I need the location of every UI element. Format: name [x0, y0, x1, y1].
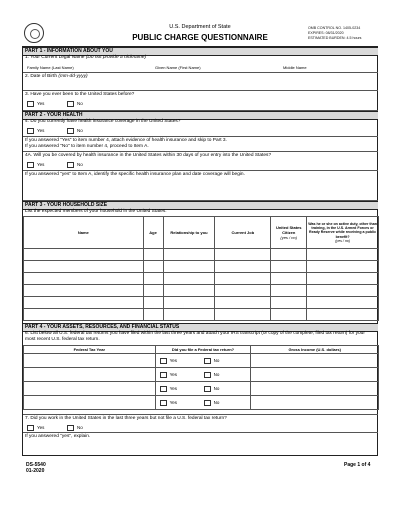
- tax-year-cell[interactable]: [24, 396, 156, 410]
- household-cell[interactable]: [24, 261, 144, 273]
- page-number: Page 1 of 4: [344, 462, 371, 468]
- q7-no-label: No: [77, 425, 83, 430]
- household-cell[interactable]: [271, 285, 307, 297]
- q4a-no-label: No: [77, 162, 83, 167]
- household-cell[interactable]: [307, 249, 379, 261]
- part3-heading: PART 3 - YOUR HOUSEHOLD SIZE: [23, 201, 378, 210]
- household-cell[interactable]: [271, 309, 307, 321]
- q4a-label: 4A. Will you be covered by health insurance in the United States within 30 days of your entry into the United States?: [25, 153, 272, 158]
- tax-row: [24, 354, 379, 368]
- q7-explain-row[interactable]: [23, 433, 378, 456]
- tax-no-checkbox[interactable]: [204, 400, 211, 406]
- household-cell[interactable]: [307, 297, 379, 309]
- household-cell[interactable]: [163, 285, 215, 297]
- part4-heading: PART 4 - YOUR ASSETS, RESOURCES, AND FINANCIAL STATUS: [23, 323, 378, 332]
- household-row[interactable]: [24, 261, 379, 273]
- tax-filed-cell: [155, 354, 251, 368]
- tax-no-label: No: [213, 386, 220, 391]
- q4-if-yes-text: If you answered "Yes" to item number 4, attach evidence of health insurance and skip to Part 3.: [25, 138, 227, 143]
- tax-no-label: No: [213, 358, 220, 363]
- middle-name-label: Middle Name: [283, 65, 307, 70]
- household-cell[interactable]: [143, 297, 163, 309]
- q4-if-no-text: If you answered "No" to item number 4, proceed to Item A.: [25, 144, 149, 149]
- tax-yes-label: Yes: [169, 358, 177, 363]
- household-cell[interactable]: [307, 261, 379, 273]
- tax-no-label: No: [213, 400, 220, 405]
- family-name-label: Family Name (Last Name): [27, 65, 74, 70]
- tax-row: [24, 368, 379, 382]
- household-cell[interactable]: [215, 297, 271, 309]
- tax-row: [24, 396, 379, 410]
- q7-explain-label: If you answered "yes", explain.: [25, 434, 91, 439]
- tax-row: [24, 382, 379, 396]
- q7-no-checkbox[interactable]: [67, 425, 74, 431]
- household-cell[interactable]: [271, 249, 307, 261]
- q7-label: 7. Did you work in the United States in the last three years but not file a U.S. federal tax return?: [25, 416, 227, 421]
- q4-yes-label: Yes: [37, 128, 45, 133]
- tax-yes-checkbox[interactable]: [160, 400, 167, 406]
- q4-no-label: No: [77, 128, 83, 133]
- q4-instructions-row: [23, 137, 378, 152]
- q4-yes-checkbox[interactable]: [27, 128, 34, 134]
- q7-yes-checkbox[interactable]: [27, 425, 34, 431]
- gross-income-cell[interactable]: [251, 382, 379, 396]
- tax-no-label: No: [213, 372, 220, 377]
- col-filed: Did you file a Federal tax return?: [155, 346, 251, 354]
- household-cell[interactable]: [24, 297, 144, 309]
- omb-info: OMB CONTROL NO. 1405-0234 EXPIRES: 08/31/2020 ESTIMATED BURDEN: 4.5 hours: [308, 26, 362, 40]
- col-military: Was he or she on active duty, other than training, in the U.S. Armed Forces or Ready Reserve while receiving a public benefit? (yes / no): [307, 217, 379, 249]
- household-cell[interactable]: [143, 309, 163, 321]
- q3-no-checkbox[interactable]: [67, 101, 74, 107]
- tax-filed-cell: [155, 382, 251, 396]
- household-cell[interactable]: [143, 261, 163, 273]
- household-cell[interactable]: [163, 249, 215, 261]
- household-table: [23, 216, 379, 321]
- form-number: DS-5540 01-2020: [26, 462, 46, 474]
- household-cell[interactable]: [307, 285, 379, 297]
- col-name: Name: [24, 217, 144, 249]
- tax-yes-checkbox[interactable]: [160, 386, 167, 392]
- q4a-plan-row[interactable]: [23, 171, 378, 201]
- tax-year-cell[interactable]: [24, 354, 156, 368]
- col-current-job: Current Job: [215, 217, 271, 249]
- q3-yes-label: Yes: [37, 101, 45, 106]
- dob-row[interactable]: [23, 73, 378, 91]
- department-seal-icon: [24, 23, 44, 43]
- household-row[interactable]: [24, 309, 379, 321]
- household-cell[interactable]: [307, 273, 379, 285]
- q3-no-label: No: [77, 101, 83, 106]
- tax-filed-cell: [155, 368, 251, 382]
- household-cell[interactable]: [24, 273, 144, 285]
- q4a-row: [23, 152, 378, 171]
- household-row[interactable]: [24, 285, 379, 297]
- tax-yes-label: Yes: [169, 400, 177, 405]
- col-gross-income: Gross Income (U.S. dollars): [251, 346, 379, 354]
- tax-yes-checkbox[interactable]: [160, 358, 167, 364]
- department-name: U.S. Department of State: [169, 24, 231, 30]
- household-cell[interactable]: [215, 285, 271, 297]
- tax-no-checkbox[interactable]: [204, 358, 211, 364]
- tax-yes-checkbox[interactable]: [160, 372, 167, 378]
- tax-yes-label: Yes: [169, 372, 177, 377]
- col-tax-year: Federal Tax Year: [24, 346, 156, 354]
- q4-label: 4. Do you currently have health insurance coverage in the United States?: [25, 119, 181, 124]
- tax-year-cell[interactable]: [24, 382, 156, 396]
- household-cell[interactable]: [307, 309, 379, 321]
- q3-label: 3. Have you ever been to the United States before?: [25, 92, 135, 97]
- tax-year-cell[interactable]: [24, 368, 156, 382]
- tax-no-checkbox[interactable]: [204, 372, 211, 378]
- tax-table: [23, 345, 379, 410]
- q4a-if-yes-text: If you answered "yes" to Item A, identify the specific health insurance plan and date coverage will begin.: [25, 172, 245, 177]
- part1-heading: PART 1 - INFORMATION ABOUT YOU: [23, 47, 378, 56]
- q4a-yes-checkbox[interactable]: [27, 162, 34, 168]
- q4-row: [23, 118, 378, 137]
- household-cell[interactable]: [143, 273, 163, 285]
- q1-note: (Do not provide a nickname): [85, 55, 147, 60]
- household-cell[interactable]: [163, 309, 215, 321]
- col-relationship: Relationship to you: [163, 217, 215, 249]
- household-cell[interactable]: [215, 309, 271, 321]
- household-row[interactable]: [24, 249, 379, 261]
- q4a-yes-label: Yes: [37, 162, 45, 167]
- q4-no-checkbox[interactable]: [67, 128, 74, 134]
- tax-no-checkbox[interactable]: [204, 386, 211, 392]
- q1-label: 1. Your Current Legal Name: [25, 55, 85, 60]
- questionnaire-form: [22, 46, 378, 456]
- household-cell[interactable]: [143, 285, 163, 297]
- household-cell[interactable]: [271, 297, 307, 309]
- household-cell[interactable]: [215, 273, 271, 285]
- q3-row: [23, 91, 378, 111]
- gross-income-cell[interactable]: [251, 396, 379, 410]
- col-age: Age: [143, 217, 163, 249]
- q3-yes-checkbox[interactable]: [27, 101, 34, 107]
- form-title: PUBLIC CHARGE QUESTIONNAIRE: [132, 33, 268, 42]
- tax-yes-label: Yes: [169, 386, 177, 391]
- household-cell[interactable]: [271, 261, 307, 273]
- q4a-no-checkbox[interactable]: [67, 162, 74, 168]
- household-cell[interactable]: [215, 249, 271, 261]
- household-cell[interactable]: [24, 309, 144, 321]
- part2-heading: PART 2 - YOUR HEALTH: [23, 111, 378, 120]
- household-row[interactable]: [24, 273, 379, 285]
- household-row[interactable]: [24, 297, 379, 309]
- household-cell[interactable]: [163, 261, 215, 273]
- household-cell[interactable]: [163, 297, 215, 309]
- q2-label: 2. Date of Birth: [25, 74, 57, 79]
- part3-intro: List the expected members of your household in the United States.: [25, 209, 167, 214]
- gross-income-cell[interactable]: [251, 354, 379, 368]
- household-cell[interactable]: [24, 285, 144, 297]
- given-name-label: Given Name (First Name): [155, 65, 201, 70]
- q7-row: [23, 414, 378, 433]
- household-cell[interactable]: [271, 273, 307, 285]
- col-citizen: United States Citizen (yes / no): [271, 217, 307, 249]
- q7-yes-label: Yes: [37, 425, 45, 430]
- tax-filed-cell: [155, 396, 251, 410]
- legal-name-row[interactable]: [23, 54, 378, 73]
- household-cell[interactable]: [215, 261, 271, 273]
- q2-note: (mm-dd-yyyy): [58, 74, 88, 79]
- household-cell[interactable]: [143, 249, 163, 261]
- gross-income-cell[interactable]: [251, 368, 379, 382]
- household-cell[interactable]: [24, 249, 144, 261]
- q6-label: 6. List below all U.S. federal tax returns you have filed within the last three years and attach your IRS transcript (or copy of the complete, filed tax return) for your most recent U.S. federal tax return.: [25, 331, 365, 342]
- household-cell[interactable]: [163, 273, 215, 285]
